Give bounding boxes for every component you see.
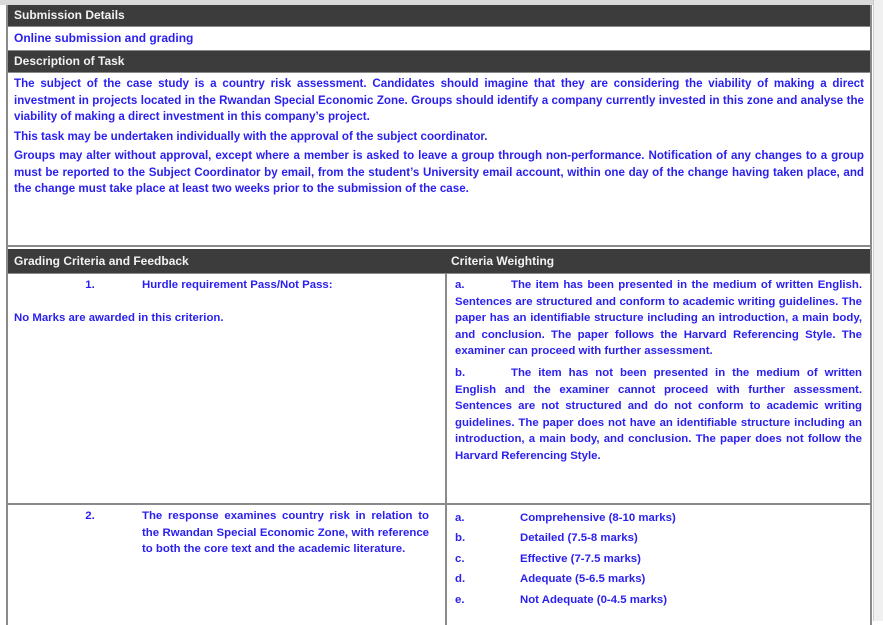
weighting-tag: a. (455, 279, 465, 291)
criterion-weighting (447, 505, 870, 625)
criteria-weighting-heading: Criteria Weighting (451, 254, 555, 268)
weighting-tag: b. (455, 366, 466, 379)
weighting-item (455, 590, 862, 611)
criterion-note: No Marks are awarded in this criterion. (14, 311, 224, 324)
assessment-document (6, 5, 872, 625)
criterion-row-2 (8, 503, 870, 625)
weighting-text: Effective (7-7.5 marks) (520, 552, 641, 565)
weighting-text: Not Adequate (0-4.5 marks) (520, 593, 668, 606)
criterion-title: Hurdle requirement Pass/Not Pass: (142, 279, 333, 291)
weighting-item (455, 508, 862, 529)
grading-header (8, 249, 870, 273)
description-paragraph: Groups may alter without approval, except where a member is asked to leave a group through non-performance. Notification of any changes to a group must be reported to the Subject Coordinator by email, from the student’s University email account, within one day of the change having taken place, and the change must take place at least two weeks prior to the submission of the case. (14, 149, 864, 195)
description-body (8, 72, 870, 247)
weighting-text: Adequate (5-6.5 marks) (520, 573, 646, 586)
criterion-weighting (447, 274, 870, 503)
description-header (8, 51, 870, 72)
weighting-item (455, 570, 862, 591)
weighting-text: Detailed (7.5-8 marks) (520, 532, 638, 545)
criterion-description (8, 274, 447, 503)
description-paragraph: This task may be undertaken individually with the approval of the subject coordinator. (14, 129, 488, 143)
submission-details-header (8, 5, 870, 26)
weighting-tag: c. (455, 552, 465, 565)
weighting-tag: e. (455, 593, 465, 606)
weighting-item (455, 365, 862, 465)
weighting-text: The item has been presented in the medium of written English. Sentences are structured and conform to academic writing guidelines. The paper has an identifiable structure including an introduction, a main body, and conclusion. The paper follows the Harvard Referencing Style. The examiner can proceed with further assessment. (455, 279, 862, 358)
weighting-text: The item has not been presented in the medium of written English and the examiner cannot proceed with further assessment. Sentences are not structured and do not conform to academic writing guidelines. The paper does not have an identifiable structure including an introduction, a main body, and conclusion. The paper does not follow the Harvard Referencing Style. (455, 366, 862, 462)
grading-criteria-heading: Grading Criteria and Feedback (14, 254, 189, 268)
criterion-description (8, 505, 447, 625)
criterion-title: The response examines country risk in relation to the Rwandan Special Economic Zone, with reference to both the core text and the academic literature. (142, 510, 429, 555)
weighting-text: Comprehensive (8-10 marks) (520, 511, 676, 524)
weighting-tag: b. (455, 532, 466, 545)
criterion-number: 1. (85, 279, 95, 291)
weighting-item (455, 277, 862, 360)
criterion-row-1 (8, 273, 870, 503)
description-title: Description of Task (14, 54, 125, 68)
submission-method-text: Online submission and grading (14, 31, 194, 45)
weighting-tag: a. (455, 511, 465, 524)
page-right-edge (873, 0, 883, 621)
weighting-tag: d. (455, 573, 466, 586)
weighting-item (455, 529, 862, 550)
submission-details-value (8, 26, 870, 51)
weighting-item (455, 549, 862, 570)
submission-details-title: Submission Details (14, 8, 125, 22)
criterion-number: 2. (85, 510, 95, 522)
description-paragraph: The subject of the case study is a country risk assessment. Candidates should imagine that they are considering the viability of making a direct investment in projects located in the Rwandan Special Economic Zone. Groups should identify a company currently invested in this zone and analyse the viability of making a direct investment in this company’s project. (14, 77, 864, 123)
